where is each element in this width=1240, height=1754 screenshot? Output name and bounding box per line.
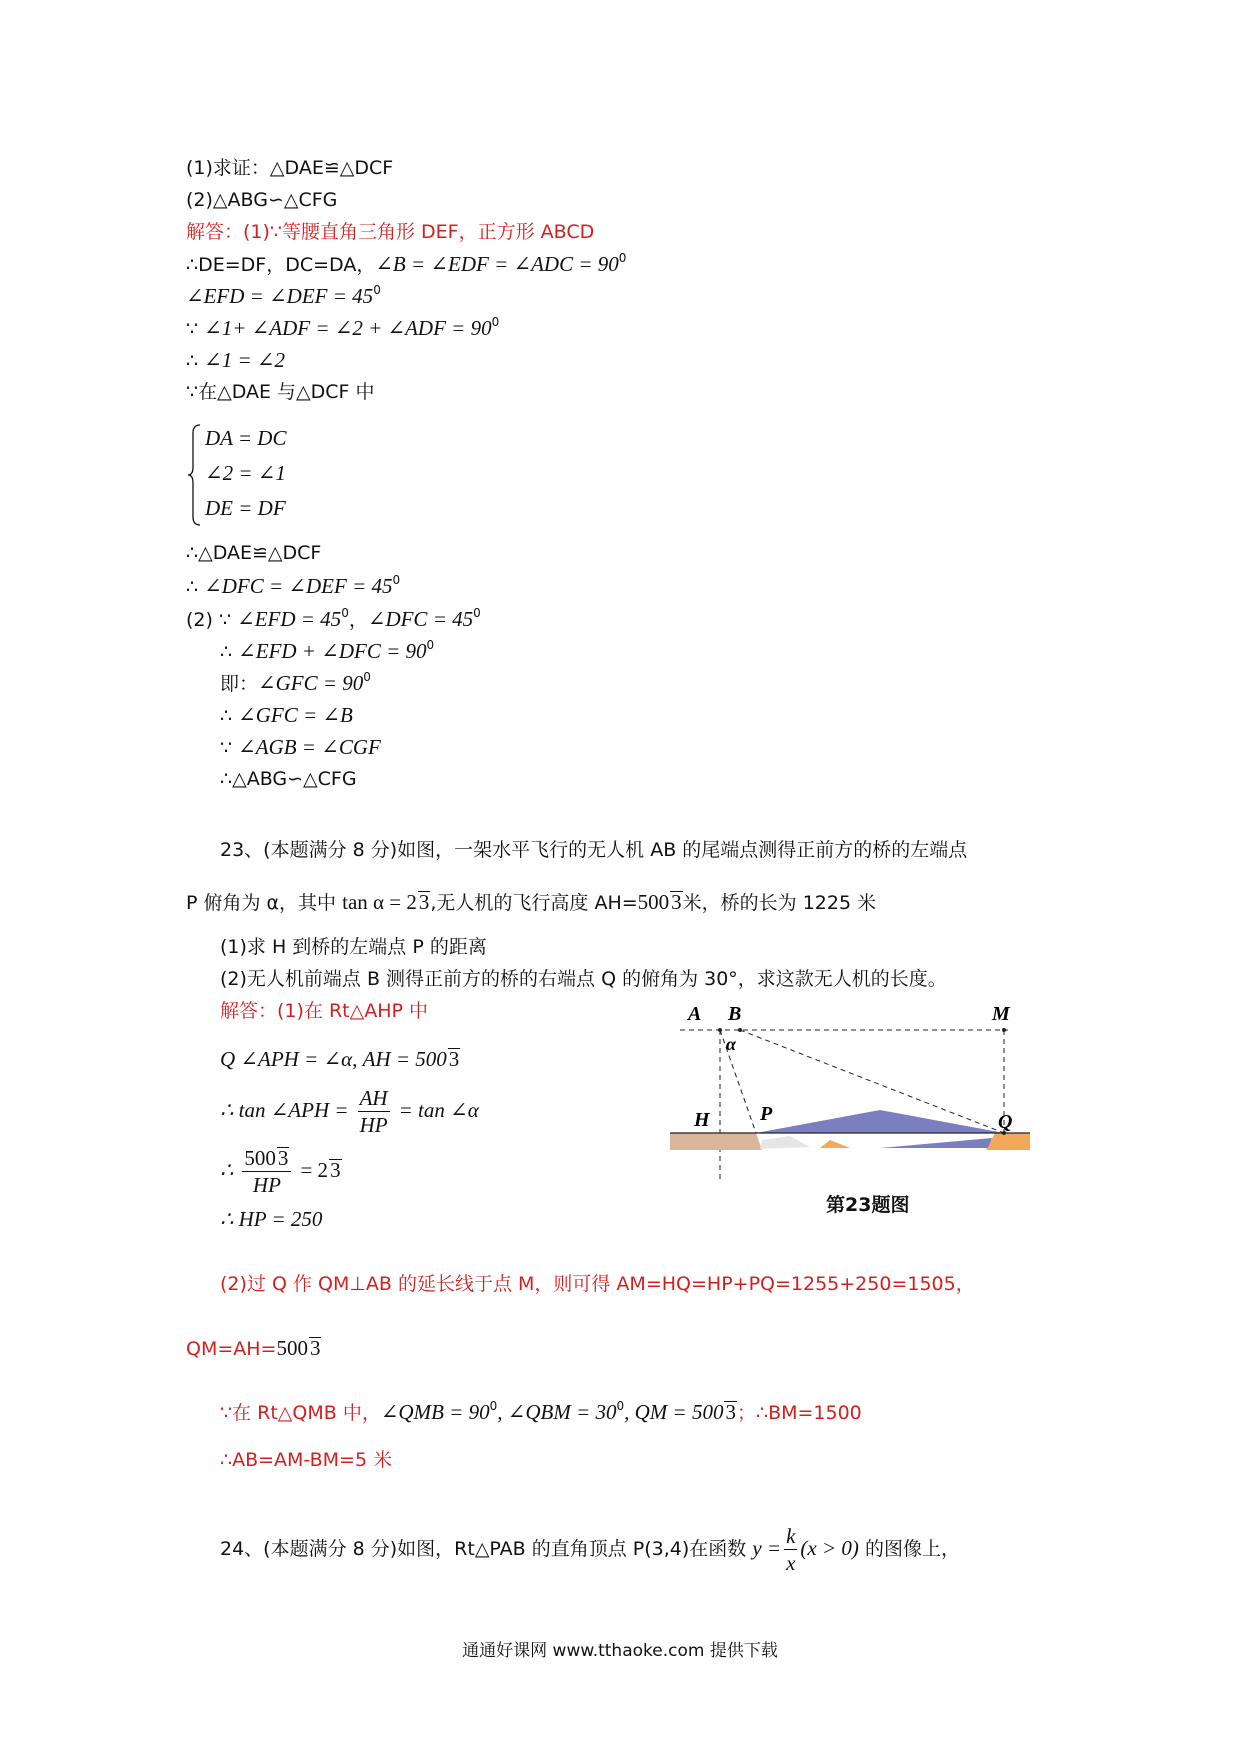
system-eq-3: DE = DF [205, 496, 286, 520]
step-line: ∴ HP = 250 [220, 1207, 323, 1231]
q23-statement-line2: P 俯角为 α，其中 tan α = 23,无人机的飞行高度 AH=5003米，桥的长为 1225 米 [186, 890, 877, 914]
label-b: B [728, 1003, 742, 1025]
step-line: ∴DE=DF，DC=DA，∠B = ∠EDF = ∠ADC = $90^0$ [186, 251, 627, 276]
label-m: M [992, 1003, 1010, 1025]
left-bank [670, 1133, 762, 1150]
water-shadow [760, 1136, 810, 1149]
step-line: (2) ∵ ∠EFD = $45^0$，∠DFC = $45^0$ [186, 606, 481, 631]
system-eq-1: DA = DC [205, 426, 287, 450]
answer-23-heading: 解答：(1)在 Rt△AHP 中 [220, 1000, 428, 1022]
page-footer: 通通好课网 www.tthaoke.com 提供下载 [462, 1641, 778, 1661]
water-rock [820, 1140, 850, 1148]
q22-part2: (2)△ABG∽△CFG [186, 189, 338, 211]
figure-caption: 第23题图 [826, 1194, 910, 1216]
q23-part2: (2)无人机前端点 B 测得正前方的桥的右端点 Q 的俯角为 30°，求这款无人机的长度。 [220, 968, 947, 990]
step-line: ∴ ∠GFC = ∠B [220, 703, 353, 727]
answer-23-conclusion: ∴AB=AM-BM=5 米 [220, 1449, 393, 1471]
label-q: Q [998, 1111, 1013, 1133]
step-line: ∠EFD = ∠DEF = $45^0$ [186, 283, 381, 308]
label-h: H [694, 1109, 710, 1131]
q24-statement: 24、(本题满分 8 分)如图，Rt△PAB 的直角顶点 P(3,4)在函数 y = $\frac{k}{x}$ (x > 0) 的图像上， [220, 1524, 960, 1575]
label-a: A [688, 1003, 702, 1025]
step-fraction-line: ∴ tan ∠APH = $\frac{AH}{HP}$ = tan ∠α [220, 1086, 479, 1137]
label-p: P [760, 1103, 773, 1125]
answer-22-heading: 解答：(1)∵等腰直角三角形 DEF，正方形 ABCD [186, 221, 595, 243]
right-bank [986, 1133, 1030, 1150]
step-line: ∴ ∠1 = ∠2 [186, 348, 286, 372]
step-line: ∵ ∠1+ ∠ADF = ∠2 + ∠ADF = $90^0$ [186, 315, 500, 340]
step-line: ∴ ∠EFD + ∠DFC = $90^0$ [220, 638, 435, 663]
bridge [756, 1110, 1004, 1133]
step-line: ∵在△DAE 与△DCF 中 [186, 381, 375, 403]
fraction: $\frac{5003}{HP}$ [242, 1145, 291, 1198]
system-eq-2: ∠2 = ∠1 [205, 461, 286, 485]
step-line: ∴△ABG∽△CFG [220, 768, 357, 790]
step-line: Q ∠APH = ∠α, AH = 5003 [220, 1047, 460, 1071]
brace-icon [186, 423, 202, 527]
step-line: 即：∠GFC = $90^0$ [220, 670, 371, 695]
answer-23-part2-line2: QM=AH=5003 [186, 1336, 321, 1360]
q22-part1: (1)求证：△DAE≌△DCF [186, 157, 394, 179]
q23-part1: (1)求 H 到桥的左端点 P 的距离 [220, 936, 487, 958]
step-line: ∵ ∠AGB = ∠CGF [220, 735, 381, 759]
step-line: ∴ ∠DFC = ∠DEF = $45^0$ [186, 573, 401, 598]
bridge-reflection [880, 1138, 992, 1148]
fraction: $\frac{k}{x}$ [786, 1524, 796, 1575]
answer-23-part2-line1: (2)过 Q 作 QM⊥AB 的延长线于点 M，则可得 AM=HQ=HP+PQ=1255+250=1505， [220, 1273, 975, 1295]
q23-figure [670, 1000, 1050, 1195]
fraction: $\frac{AH}{HP}$ [359, 1086, 388, 1137]
q23-statement-line1: 23、(本题满分 8 分)如图，一架水平飞行的无人机 AB 的尾端点测得正前方的桥的左端点 [220, 839, 968, 861]
label-alpha: α [726, 1034, 736, 1054]
answer-23-part2-line3: ∵在 Rt△QMB 中，∠QMB = $90^0$, ∠QBM = $30^0$, QM = 5003；∴BM=1500 [220, 1399, 862, 1424]
step-fraction-line: ∴ $\frac{5003}{HP}$ = 23 [220, 1146, 341, 1197]
step-line: ∴△DAE≌△DCF [186, 542, 322, 564]
